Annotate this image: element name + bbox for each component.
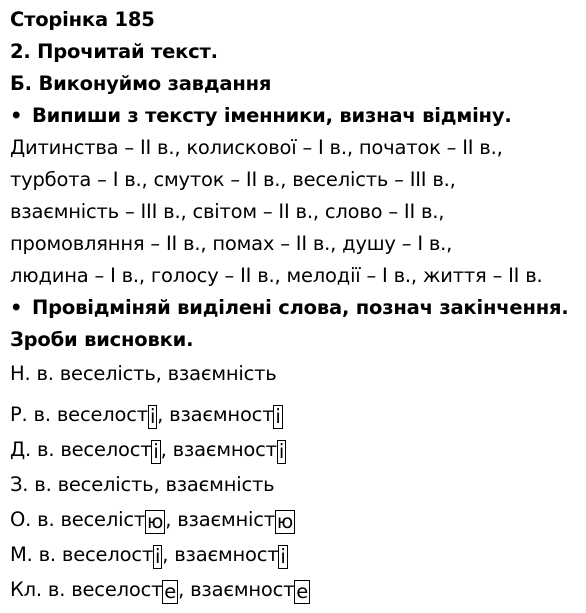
word-stem: веселост — [60, 438, 152, 461]
case-label: Н. в. — [10, 362, 54, 385]
separator: , — [153, 473, 166, 496]
word-stem: взаємност — [172, 438, 277, 461]
task-number-heading: 2. Прочитай текст. — [10, 40, 218, 63]
separator: , — [160, 438, 173, 461]
bullet-icon: • — [10, 296, 23, 319]
case-label: Кл. в. — [10, 578, 66, 601]
word-stem: веселост — [56, 403, 148, 426]
case-label: З. в. — [10, 473, 52, 496]
nouns-line: промовляння – II в., помах – II в., душу – I в., — [10, 232, 453, 255]
case-label: Р. в. — [10, 403, 51, 426]
nouns-line: Дитинства – II в., колискової – I в., початок – II в., — [10, 136, 503, 159]
word-stem: взаємност — [174, 543, 279, 566]
case-label: О. в. — [10, 508, 55, 531]
section-heading: Б. Виконуймо завдання — [10, 72, 272, 95]
word-stem: взаємност — [190, 578, 295, 601]
word-ending: е — [164, 580, 177, 603]
word-stem: взаємність — [167, 362, 277, 385]
separator: , — [165, 508, 178, 531]
declension-row — [10, 502, 584, 537]
word-stem: веселість — [59, 362, 156, 385]
word-ending: е — [296, 580, 309, 603]
word-ending: і — [278, 440, 285, 463]
nouns-line: турбота – I в., смуток – II в., веселість – III в., — [10, 168, 456, 191]
word-stem: взаємност — [169, 403, 274, 426]
nouns-line: людина – I в., голосу – II в., мелодії – I в., життя – II в. — [10, 264, 543, 287]
separator: , — [155, 362, 168, 385]
bullet-icon: • — [10, 104, 23, 127]
declension-row — [10, 432, 584, 467]
word-ending: і — [155, 545, 161, 568]
case-label: М. в. — [10, 543, 56, 566]
task1-instruction: Випиши з тексту іменники, визнач відміну. — [32, 104, 512, 127]
word-ending: ю — [147, 510, 164, 533]
separator: , — [178, 578, 191, 601]
declension-row — [10, 467, 584, 502]
word-stem: взаємність — [165, 473, 275, 496]
task2-instruction: Провідміняй виділені слова, познач закінчення. Зроби висновки. — [10, 296, 569, 351]
document-page — [10, 4, 584, 607]
declension-row — [10, 356, 584, 391]
separator: , — [157, 403, 170, 426]
case-label: Д. в. — [10, 438, 55, 461]
word-stem: взаємніст — [177, 508, 275, 531]
word-ending: і — [153, 440, 159, 463]
word-ending: і — [275, 405, 281, 428]
page-title: Сторінка 185 — [10, 8, 155, 31]
word-ending: і — [149, 405, 156, 428]
word-stem: веселість — [57, 473, 154, 496]
word-stem: веселост — [71, 578, 163, 601]
nouns-line: взаємність – III в., світом – II в., слово – II в., — [10, 200, 445, 223]
declension-row — [10, 572, 584, 607]
word-stem: веселост — [61, 543, 154, 566]
separator: , — [162, 543, 175, 566]
declension-table — [10, 356, 584, 607]
declension-row — [10, 537, 584, 572]
task1-instruction-line — [10, 100, 584, 132]
word-stem: веселіст — [60, 508, 146, 531]
word-ending: ю — [276, 510, 294, 533]
word-ending: і — [280, 545, 286, 568]
declension-row — [10, 397, 584, 432]
task2-instruction-line — [10, 292, 584, 356]
